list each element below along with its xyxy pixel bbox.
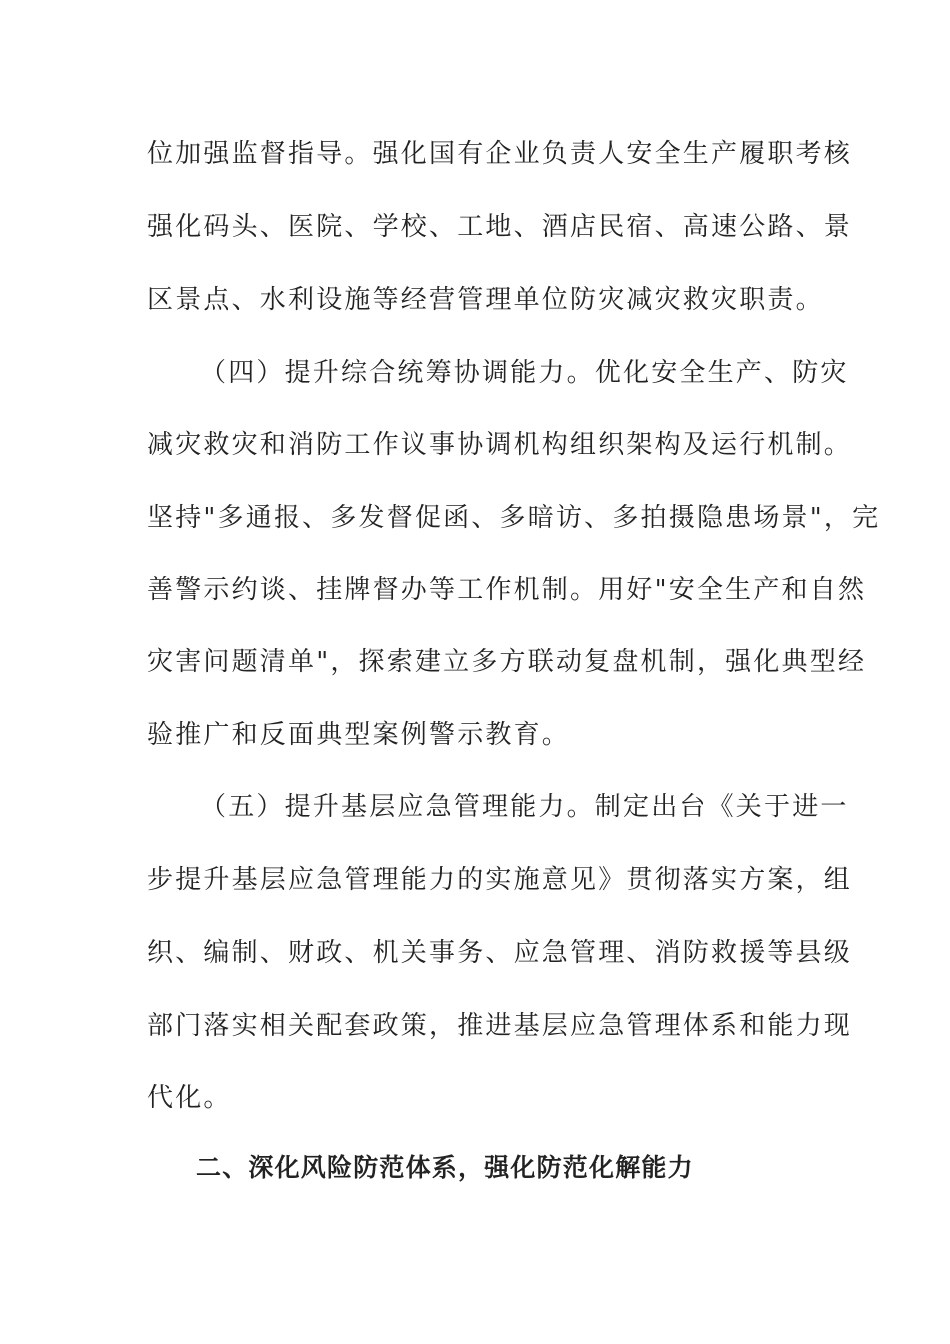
body-text-line: 织、编制、财政、机关事务、应急管理、消防救援等县级	[147, 938, 853, 968]
body-text-line: 强化码头、医院、学校、工地、酒店民宿、高速公路、景	[147, 212, 853, 242]
body-text-line: 部门落实相关配套政策，推进基层应急管理体系和能力现	[147, 1011, 853, 1041]
section-heading: 二、深化风险防范体系，强化防范化解能力	[196, 1153, 694, 1182]
paragraph-start-line: （四）提升综合统筹协调能力。优化安全生产、防灾	[200, 358, 849, 388]
body-text-line: 坚持"多通报、多发督促函、多暗访、多拍摄隐患场景"，完	[147, 503, 881, 533]
body-text-line: 验推广和反面典型案例警示教育。	[147, 720, 571, 750]
body-text-line: 位加强监督指导。强化国有企业负责人安全生产履职考核	[147, 139, 853, 169]
body-text-line: 灾害问题清单"，探索建立多方联动复盘机制，强化典型经	[147, 647, 867, 677]
body-text-line: 区景点、水利设施等经营管理单位防灾减灾救灾职责。	[147, 285, 824, 315]
paragraph-start-line: （五）提升基层应急管理能力。制定出台《关于进一	[200, 792, 849, 822]
body-text-line: 减灾救灾和消防工作议事协调机构组织架构及运行机制。	[147, 430, 853, 460]
body-text-line: 代化。	[147, 1083, 232, 1113]
body-text-line: 善警示约谈、挂牌督办等工作机制。用好"安全生产和自然	[147, 575, 867, 605]
body-text-line: 步提升基层应急管理能力的实施意见》贯彻落实方案，组	[147, 865, 853, 895]
